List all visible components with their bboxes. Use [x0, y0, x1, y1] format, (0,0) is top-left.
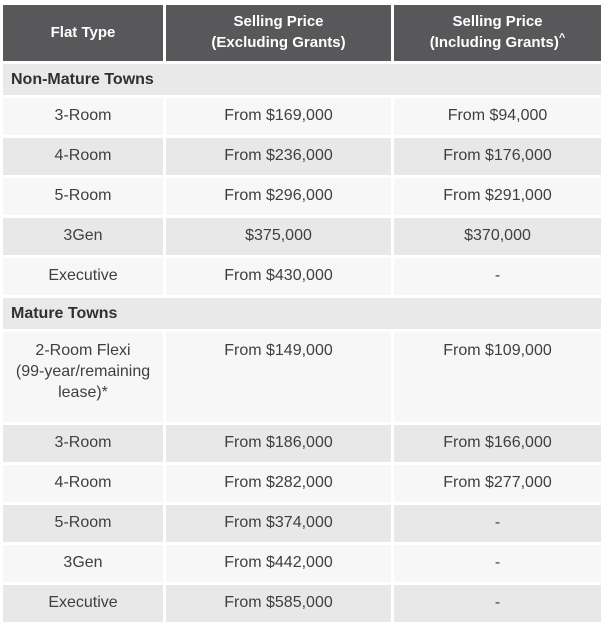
price-including-cell: From $291,000 [394, 178, 601, 215]
table-row [3, 98, 601, 135]
table-row [3, 465, 601, 502]
price-excluding-cell: From $430,000 [166, 258, 391, 295]
header-label-line1: Selling Price [233, 13, 324, 31]
flat-type-line: (99-year/remaining [15, 362, 151, 380]
price-excluding-cell: From $296,000 [166, 178, 391, 215]
table-row [3, 585, 601, 622]
header-label: Flat Type [50, 23, 116, 41]
price-including-cell: - [394, 505, 601, 542]
price-excluding-cell: From $585,000 [166, 585, 391, 622]
flat-type-cell: 4-Room [3, 138, 163, 175]
price-including-cell: - [394, 545, 601, 582]
table-row [3, 545, 601, 582]
flat-type-cell: Executive [3, 258, 163, 295]
flat-type-cell: 4-Room [3, 465, 163, 502]
price-including-cell: From $166,000 [394, 425, 601, 462]
flat-type-cell: 3-Room [3, 98, 163, 135]
flat-type-cell: 5-Room [3, 505, 163, 542]
price-excluding-cell: $375,000 [166, 218, 391, 255]
flat-type-line: 2-Room Flexi [35, 342, 131, 359]
table-header-row [3, 5, 601, 61]
flat-type-line: lease)* [58, 383, 108, 401]
table-row [3, 258, 601, 295]
table-row [3, 178, 601, 215]
table-row [3, 138, 601, 175]
price-excluding-cell: From $169,000 [166, 98, 391, 135]
footnote-caret: ^ [558, 32, 566, 44]
price-excluding-cell: From $442,000 [166, 545, 391, 582]
flat-type-cell [3, 332, 163, 422]
header-label-line2 [398, 33, 597, 54]
price-including-cell: From $277,000 [394, 465, 601, 502]
price-including-cell: $370,000 [394, 218, 601, 255]
section-row-non-mature [3, 64, 601, 95]
header-price-excluding-grants [166, 5, 391, 61]
price-excluding-cell: From $186,000 [166, 425, 391, 462]
table-row [3, 425, 601, 462]
flat-price-table [0, 2, 604, 625]
price-including-cell: From $176,000 [394, 138, 601, 175]
section-title: Mature Towns [3, 298, 601, 329]
header-price-including-grants [394, 5, 601, 61]
price-including-cell: From $109,000 [394, 332, 601, 422]
section-row-mature [3, 298, 601, 329]
flat-type-cell: 3Gen [3, 545, 163, 582]
header-flat-type [3, 5, 163, 61]
header-label-text: (Including Grants) [429, 34, 559, 51]
flat-type-cell: 3-Room [3, 425, 163, 462]
section-title: Non-Mature Towns [3, 64, 601, 95]
header-label-line1: Selling Price [452, 13, 543, 31]
flat-type-cell: Executive [3, 585, 163, 622]
price-excluding-cell: From $282,000 [166, 465, 391, 502]
flat-type-cell: 3Gen [3, 218, 163, 255]
price-including-cell: - [394, 585, 601, 622]
price-excluding-cell: From $374,000 [166, 505, 391, 542]
flat-type-cell: 5-Room [3, 178, 163, 215]
table-row [3, 332, 601, 422]
price-excluding-cell: From $149,000 [166, 332, 391, 422]
price-including-cell: From $94,000 [394, 98, 601, 135]
price-excluding-cell: From $236,000 [166, 138, 391, 175]
table-row [3, 505, 601, 542]
price-including-cell: - [394, 258, 601, 295]
table-row [3, 218, 601, 255]
header-label-line2: (Excluding Grants) [211, 34, 346, 51]
